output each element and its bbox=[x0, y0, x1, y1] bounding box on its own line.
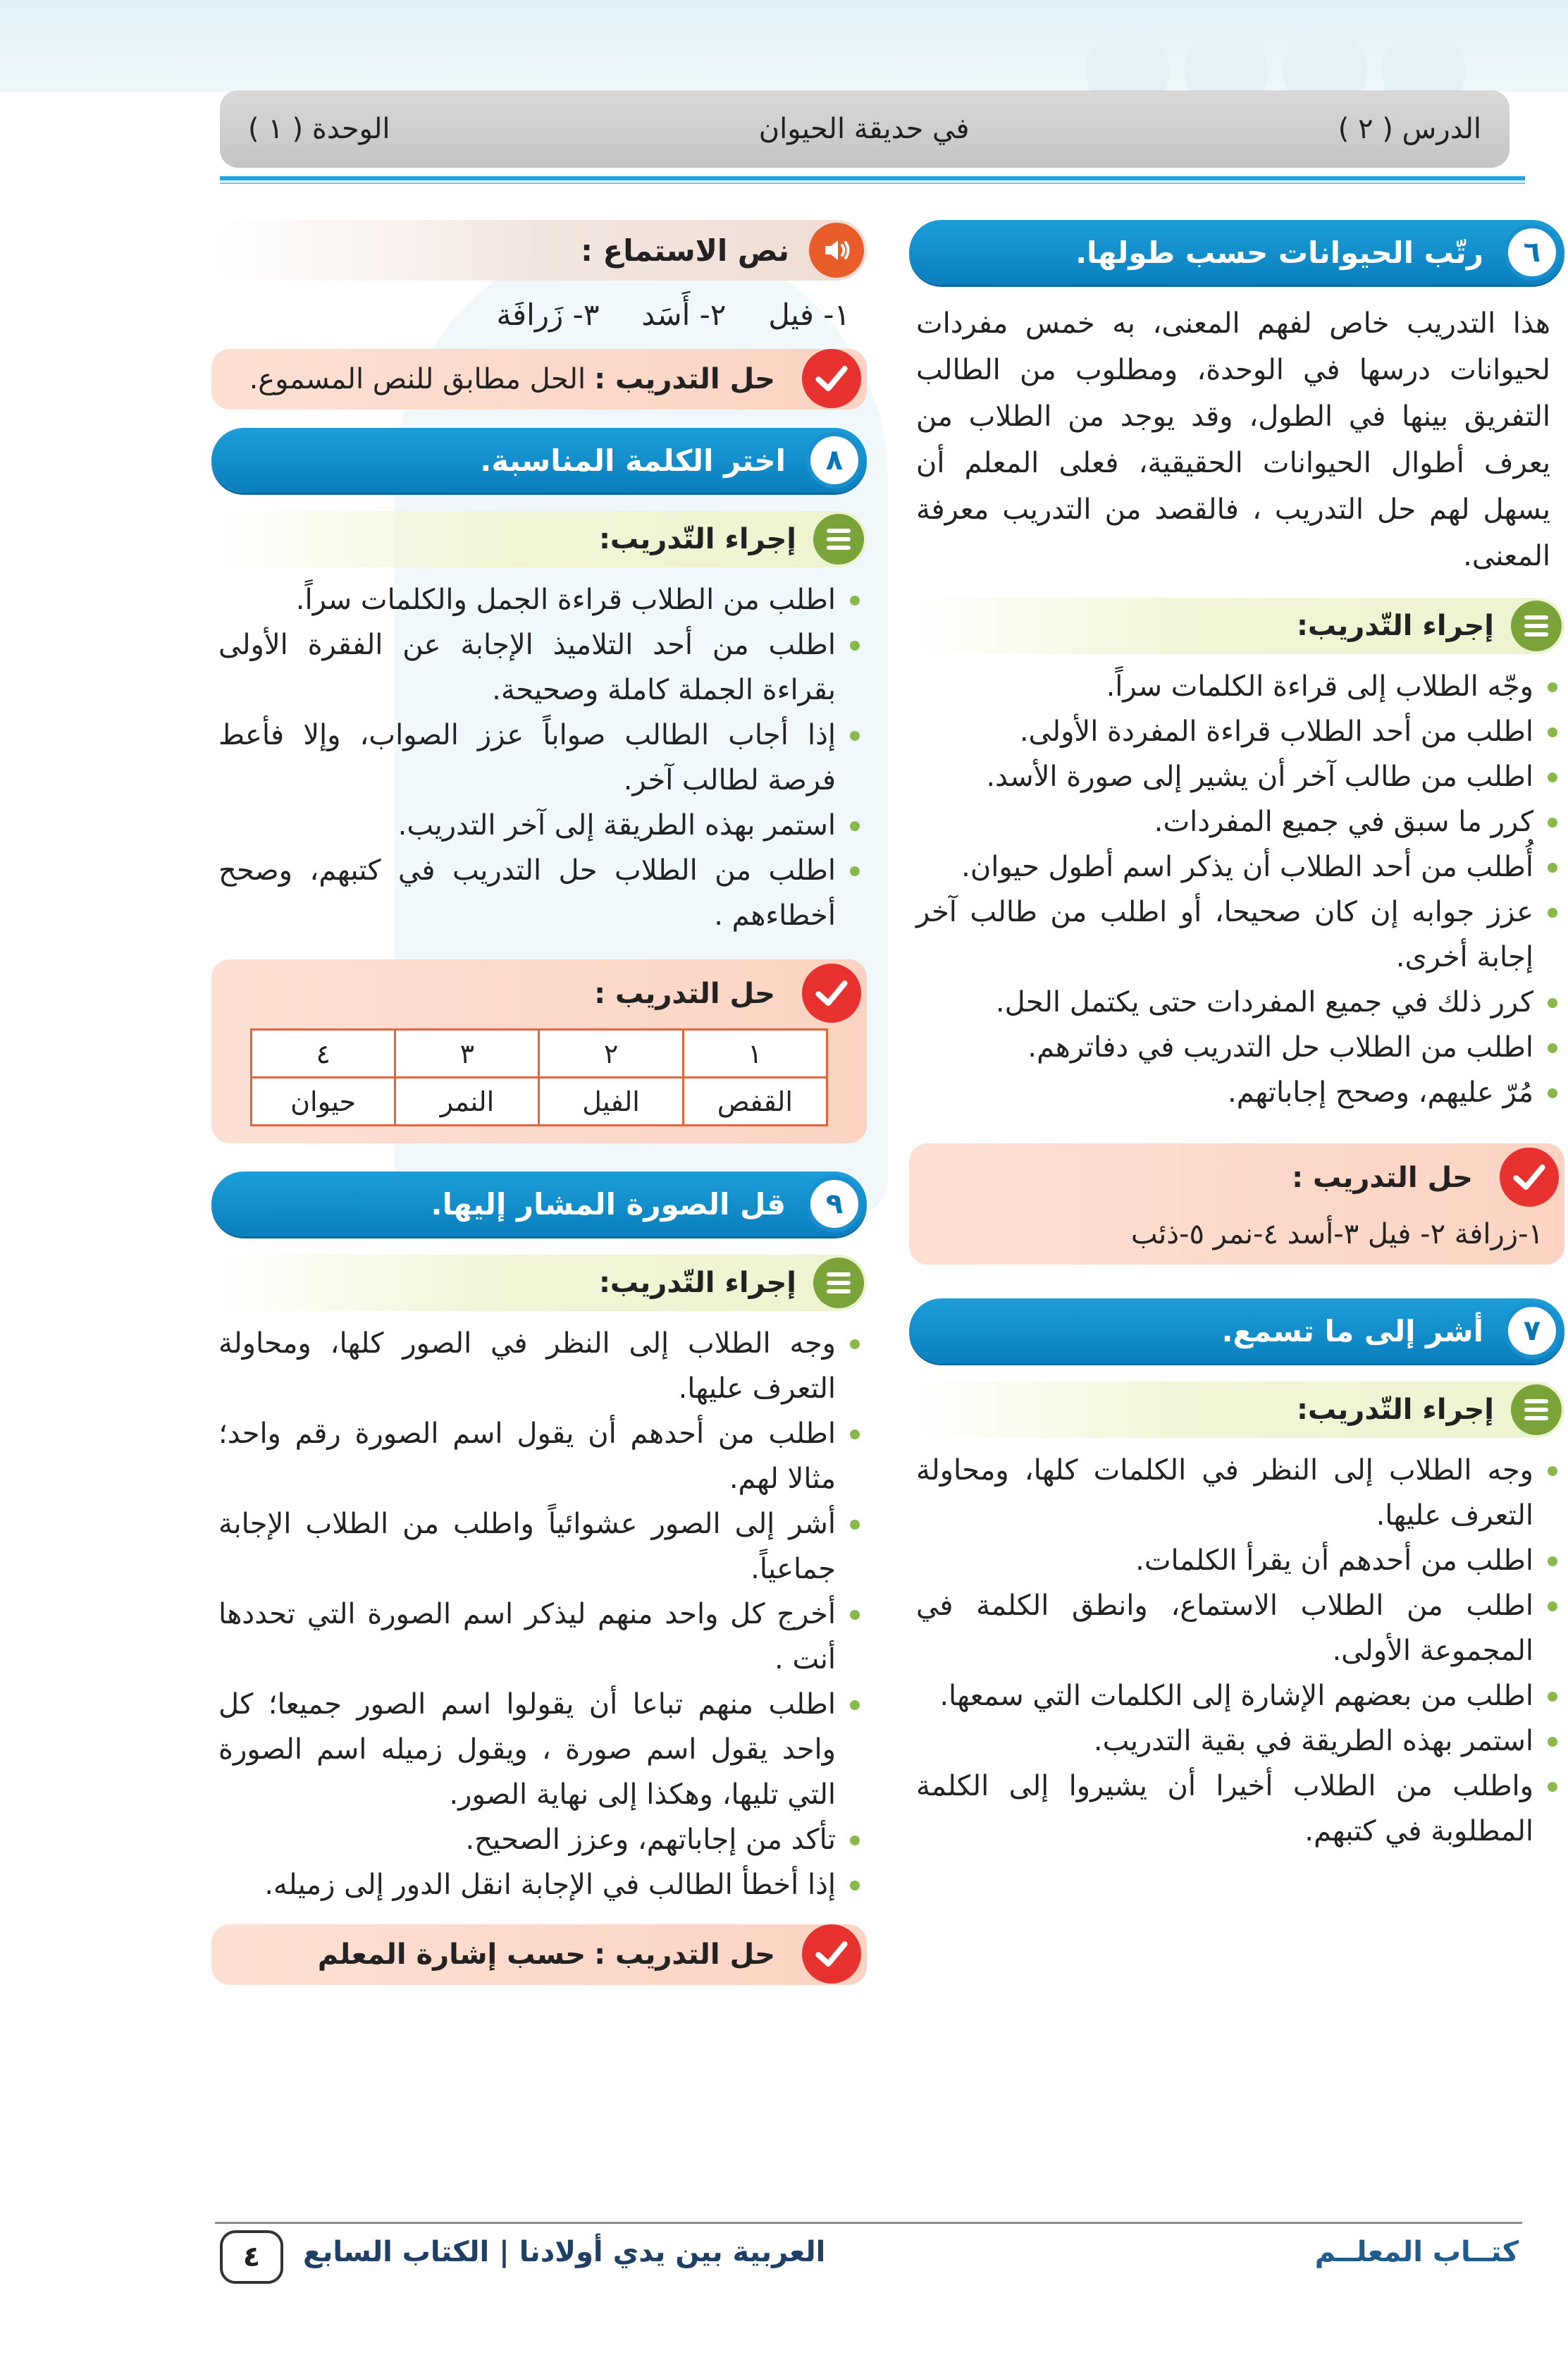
exercise-6-solution: ١-زرافة ٢- فيل ٣-أسد ٤-نمر ٥-ذئب bbox=[1130, 1218, 1543, 1250]
exercise-7-procedure-heading bbox=[909, 1382, 1564, 1438]
footer-series-title: العربية بين يدي أولادنا | الكتاب السابع bbox=[303, 2236, 826, 2268]
procedure-title: إجراء التّدريب: bbox=[598, 523, 796, 555]
list-item: واطلب من الطلاب أخيرا أن يشيروا إلى الكلمة المطلوبة في كتبهم. bbox=[909, 1764, 1562, 1854]
exercise-9-steps bbox=[211, 1321, 867, 1907]
exercise-9-procedure-heading bbox=[211, 1255, 867, 1311]
list-item: ١- فيل bbox=[768, 297, 850, 332]
solution-title: حل التدريب : bbox=[594, 978, 775, 1010]
list-item: كرر ما سبق في جميع المفردات. bbox=[909, 799, 1562, 844]
lesson-header bbox=[220, 90, 1510, 168]
list-item: مُرّ عليهم، وصحح إجاباتهم. bbox=[909, 1070, 1562, 1115]
exercise-6-solution-box bbox=[909, 1143, 1564, 1265]
exercise-6-intro: هذا التدريب خاص لفهم المعنى، به خمس مفردات لحيوانات درسها في الوحدة، ومطلوب من الطالب التفريق بينها في الطول، وقد يوجد من الطلاب من يعرف أطوال الحيوانات الحقيقية، فعلى المعلم أن يسهل لهم حل التدريب ، فالقصد من التدريب معرفة المعنى. bbox=[916, 307, 1550, 572]
table-cell: ١ bbox=[683, 1030, 827, 1078]
exercise-9-title-bar bbox=[211, 1172, 867, 1236]
table-cell: النمر bbox=[395, 1078, 539, 1126]
listening-title: نص الاستماع : bbox=[581, 233, 789, 268]
footer-book-name: كتــاب المعلــم bbox=[1314, 2236, 1519, 2268]
list-item: ٢- أَسَد bbox=[641, 297, 727, 332]
exercise-8-title-bar bbox=[211, 428, 867, 493]
exercise-6-title-bar bbox=[909, 220, 1564, 285]
solution-title: حل التدريب : bbox=[1292, 1162, 1473, 1194]
listening-solution: الحل مطابق للنص المسموع. bbox=[249, 363, 586, 395]
list-item: استمر بهذه الطريقة إلى آخر التدريب. bbox=[211, 803, 864, 848]
list-item: اطلب من أحد الطلاب قراءة المفردة الأولى. bbox=[909, 709, 1562, 754]
table-cell: الفيل bbox=[539, 1078, 683, 1126]
listening-items bbox=[211, 297, 867, 332]
left-column bbox=[211, 220, 867, 1985]
solution-table bbox=[250, 1028, 828, 1126]
procedure-title: إجراء التّدريب: bbox=[1296, 1394, 1494, 1426]
list-item: ٣- زَرافَة bbox=[496, 297, 600, 332]
speaker-icon bbox=[809, 223, 864, 278]
lesson-label: الدرس ( ٢ ) bbox=[1338, 113, 1481, 145]
exercise-number-badge: ٧ bbox=[1504, 1303, 1560, 1359]
list-item: اطلب من طالب آخر أن يشير إلى صورة الأسد. bbox=[909, 754, 1562, 799]
list-item: وجه الطلاب إلى النظر في الكلمات كلها، ومحاولة التعرف عليها. bbox=[909, 1448, 1562, 1538]
list-item: إذا أجاب الطالب صواباً عزز الصواب، وإلا فأعط فرصة لطالب آخر. bbox=[211, 713, 864, 803]
exercise-7-solution-box bbox=[211, 349, 867, 410]
exercise-8-steps bbox=[211, 577, 867, 938]
list-item: أخرج كل واحد منهم ليذكر اسم الصورة التي تحددها أنت . bbox=[211, 1592, 864, 1682]
check-icon bbox=[802, 964, 861, 1023]
solution-line bbox=[226, 1930, 853, 1979]
header-divider-thin bbox=[220, 183, 1525, 184]
exercise-number-badge: ٦ bbox=[1504, 224, 1560, 281]
list-icon bbox=[1511, 601, 1562, 651]
table-row bbox=[252, 1078, 827, 1126]
table-cell: القفص bbox=[683, 1078, 827, 1126]
list-item: أُطلب من أحد الطلاب أن يذكر اسم أطول حيوان. bbox=[909, 844, 1562, 890]
header-divider bbox=[220, 176, 1525, 180]
exercise-6-steps bbox=[909, 664, 1564, 1115]
exercise-7-title-bar bbox=[909, 1298, 1564, 1363]
check-icon bbox=[802, 1924, 861, 1984]
exercise-number-badge: ٨ bbox=[806, 432, 863, 488]
list-item: تأكد من إجاباتهم، وعزز الصحيح. bbox=[211, 1817, 864, 1862]
list-item: اطلب من بعضهم الإشارة إلى الكلمات التي سمعها. bbox=[909, 1673, 1562, 1718]
list-item: اطلب من أحد التلاميذ الإجابة عن الفقرة الأولى بقراءة الجملة كاملة وصحيحة. bbox=[211, 622, 864, 713]
exercise-6-title: رتّب الحيوانات حسب طولها. bbox=[1075, 235, 1483, 270]
table-cell: حيوان bbox=[252, 1078, 395, 1126]
right-column bbox=[909, 220, 1564, 1854]
footer-divider bbox=[215, 2222, 1522, 2224]
exercise-number-badge: ٩ bbox=[806, 1176, 863, 1232]
exercise-7-steps bbox=[909, 1448, 1564, 1854]
page-number: ٤ bbox=[220, 2230, 283, 2284]
list-item: عزز جوابه إن كان صحيحا، أو اطلب من طالب آخر إجابة أخرى. bbox=[909, 890, 1562, 980]
list-item: اطلب من الطلاب حل التدريب في دفاترهم. bbox=[909, 1025, 1562, 1070]
list-item: اطلب منهم تباعا أن يقولوا اسم الصور جميعا؛ كل واحد يقول اسم صورة ، ويقول زميله اسم الصورة التي تليها، وهكذا إلى نهاية الصور. bbox=[211, 1682, 864, 1817]
check-icon bbox=[802, 349, 861, 408]
procedure-title: إجراء التّدريب: bbox=[1296, 610, 1494, 642]
exercise-8-solution-box bbox=[211, 959, 867, 1143]
list-item: اطلب من الطلاب قراءة الجمل والكلمات سراً. bbox=[211, 577, 864, 622]
list-item: اطلب من الطلاب الاستماع، وانطق الكلمة في المجموعة الأولى. bbox=[909, 1583, 1562, 1673]
exercise-7-title: أشر إلى ما تسمع. bbox=[1221, 1313, 1483, 1348]
list-item: اطلب من أحدهم أن يقرأ الكلمات. bbox=[909, 1538, 1562, 1583]
solution-title: حل التدريب : bbox=[594, 1938, 775, 1971]
list-item: أشر إلى الصور عشوائياً واطلب من الطلاب الإجابة جماعياً. bbox=[211, 1501, 864, 1592]
solution-line bbox=[226, 355, 853, 404]
check-icon bbox=[1500, 1148, 1559, 1207]
list-icon bbox=[813, 514, 864, 565]
solution-title: حل التدريب : bbox=[594, 363, 775, 395]
exercise-9-title: قل الصورة المشار إليها. bbox=[431, 1186, 786, 1222]
list-item: كرر ذلك في جميع المفردات حتى يكتمل الحل. bbox=[909, 980, 1562, 1025]
list-icon bbox=[813, 1258, 864, 1308]
list-item: إذا أخطأ الطالب في الإجابة انقل الدور إلى زميله. bbox=[211, 1862, 864, 1907]
list-item: وجه الطلاب إلى النظر في الصور كلها، ومحاولة التعرف عليها. bbox=[211, 1321, 864, 1411]
table-cell: ٤ bbox=[252, 1030, 395, 1078]
table-cell: ٢ bbox=[539, 1030, 683, 1078]
table-header-row bbox=[252, 1030, 827, 1078]
exercise-6-procedure-heading bbox=[909, 598, 1564, 654]
list-item: اطلب من الطلاب حل التدريب في كتبهم، وصحح أخطاءهم . bbox=[211, 848, 864, 938]
procedure-title: إجراء التّدريب: bbox=[598, 1267, 796, 1299]
list-item: وجّه الطلاب إلى قراءة الكلمات سراً. bbox=[909, 664, 1562, 709]
exercise-9-solution-box bbox=[211, 1924, 867, 1985]
list-item: اطلب من أحدهم أن يقول اسم الصورة رقم واحد؛ مثالا لهم. bbox=[211, 1411, 864, 1501]
unit-label: الوحدة ( ١ ) bbox=[248, 113, 390, 145]
exercise-9-solution: حسب إشارة المعلم bbox=[317, 1938, 586, 1971]
list-icon bbox=[1511, 1384, 1562, 1435]
exercise-8-title: اختر الكلمة المناسبة. bbox=[480, 443, 786, 478]
table-cell: ٣ bbox=[395, 1030, 539, 1078]
list-item: استمر بهذه الطريقة في بقية التدريب. bbox=[909, 1718, 1562, 1764]
listening-heading bbox=[211, 220, 867, 281]
exercise-8-procedure-heading bbox=[211, 511, 867, 567]
lesson-title: في حديقة الحيوان bbox=[758, 113, 970, 145]
